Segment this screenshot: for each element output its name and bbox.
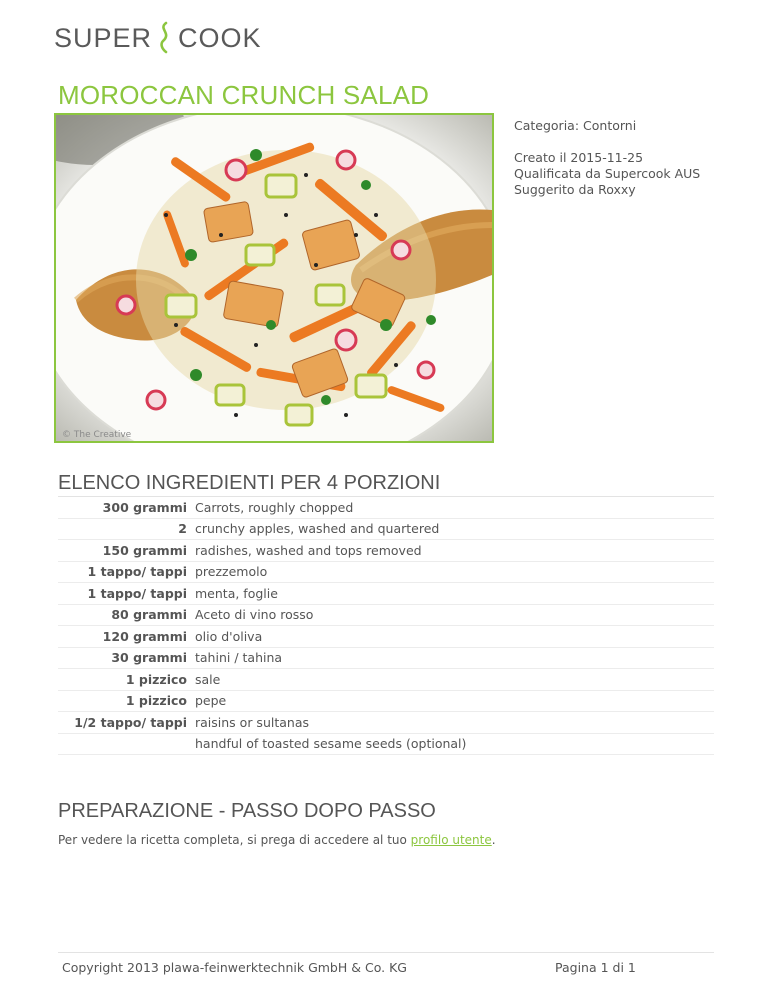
recipe-title: MOROCCAN CRUNCH SALAD: [58, 80, 430, 110]
ingredient-name: raisins or sultanas: [195, 714, 309, 730]
ingredient-row: [58, 691, 714, 713]
footer-copyright: Copyright 2013 plawa-feinwerktechnik GmbH & Co. KG: [62, 960, 407, 975]
ingredients-heading: ELENCO INGREDIENTI PER 4 PORZIONI: [58, 472, 441, 494]
recipe-created-date: Creato il 2015-11-25: [514, 150, 644, 165]
ingredient-row: [58, 605, 714, 627]
logo-text-super: SUPER: [54, 22, 153, 53]
steam-icon: [154, 21, 176, 55]
recipe-qualified-by: Qualificata da Supercook AUS: [514, 166, 701, 181]
preparation-text-after: .: [491, 833, 496, 847]
ingredient-row: [58, 669, 714, 691]
ingredient-name: crunchy apples, washed and quartered: [195, 521, 440, 537]
recipe-category: Categoria: Contorni: [514, 118, 637, 133]
ingredient-name: olio d'oliva: [195, 628, 263, 644]
ingredient-quantity: 300 grammi: [102, 499, 187, 515]
user-profile-link[interactable]: profilo utente: [410, 833, 492, 847]
ingredient-quantity: 150 grammi: [102, 542, 187, 558]
ingredient-name: menta, foglie: [195, 585, 278, 601]
ingredient-row: [58, 519, 714, 541]
supercook-logo[interactable]: [54, 18, 262, 58]
ingredient-quantity: 1 tappo/ tappi: [87, 585, 187, 601]
ingredient-quantity: 80 grammi: [111, 607, 187, 623]
ingredient-row: [58, 583, 714, 605]
ingredient-row: [58, 712, 714, 734]
ingredient-row: [58, 648, 714, 670]
ingredient-name: prezzemolo: [195, 564, 268, 580]
ingredient-name: Aceto di vino rosso: [195, 607, 314, 623]
ingredient-name: handful of toasted sesame seeds (optional): [195, 736, 467, 752]
ingredient-row: [58, 626, 714, 648]
footer-divider: [58, 952, 714, 953]
ingredient-name: Carrots, roughly chopped: [195, 499, 354, 515]
salad-illustration: [56, 115, 492, 441]
ingredient-quantity: 1 pizzico: [125, 693, 187, 709]
preparation-heading: PREPARAZIONE - PASSO DOPO PASSO: [58, 800, 436, 822]
ingredient-quantity: 1 tappo/ tappi: [87, 564, 187, 580]
ingredient-row: [58, 497, 714, 519]
ingredient-row: [58, 540, 714, 562]
ingredient-name: tahini / tahina: [195, 650, 283, 666]
ingredient-quantity: 120 grammi: [102, 628, 187, 644]
photo-watermark: © The Creative: [62, 430, 132, 440]
ingredient-name: sale: [195, 671, 221, 687]
ingredient-quantity: 30 grammi: [111, 650, 187, 666]
ingredient-quantity: 1/2 tappo/ tappi: [74, 714, 187, 730]
footer-page-number: Pagina 1 di 1: [555, 960, 636, 975]
ingredients-table: [58, 497, 714, 755]
ingredient-quantity: 1 pizzico: [125, 671, 187, 687]
recipe-photo: [54, 113, 494, 443]
ingredient-quantity: 2: [178, 521, 187, 537]
logo-text-cook: COOK: [178, 22, 262, 53]
ingredient-row: [58, 734, 714, 756]
preparation-text: [58, 833, 496, 847]
ingredient-name: pepe: [195, 693, 227, 709]
ingredient-row: [58, 562, 714, 584]
ingredient-name: radishes, washed and tops removed: [195, 542, 422, 558]
recipe-suggested-by: Suggerito da Roxxy: [514, 182, 636, 197]
recipe-meta: [514, 118, 700, 198]
preparation-text-before: Per vedere la ricetta completa, si prega di accedere al tuo: [58, 833, 411, 847]
